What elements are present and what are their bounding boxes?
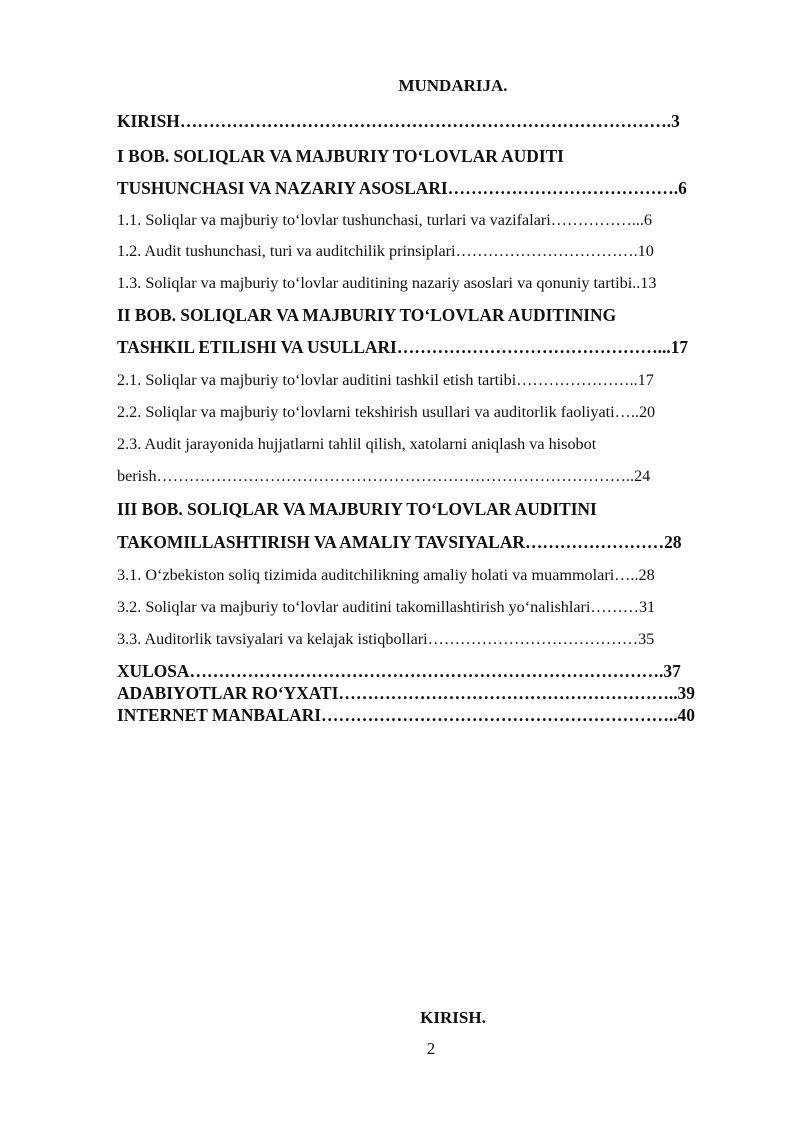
- toc-entry-section-1-3: 1.3. Soliqlar va majburiy to‘lovlar auditining nazariy asoslari va qonuniy tartibi..13: [117, 274, 657, 292]
- toc-entry-section-2-3-line-1: 2.3. Audit jarayonida hujjatlarni tahlil qilish, xatolarni aniqlash va hisobot: [117, 435, 597, 453]
- toc-entry-section-2-2: 2.2. Soliqlar va majburiy to‘lovlarni tekshirish usullari va auditorlik faoliyati…..20: [117, 403, 656, 421]
- toc-entry-section-3-2: 3.2. Soliqlar va majburiy to‘lovlar auditini takomillashtirish yo‘nalishlari………31: [117, 598, 656, 616]
- toc-entry-chapter-2-line-2: TASHKIL ETILISHI VA USULLARI………………………………………...17: [117, 337, 689, 357]
- toc-entry-section-1-2: 1.2. Audit tushunchasi, turi va auditchilik prinsiplari…………………………….10: [117, 242, 654, 260]
- toc-entry-chapter-1-line-2: TUSHUNCHASI VA NAZARIY ASOSLARI………………………………….6: [117, 178, 687, 198]
- toc-title: MUNDARIJA.: [398, 76, 508, 95]
- toc-entry-xulosa: XULOSA……………………………………………………………………….37: [117, 661, 681, 681]
- toc-entry-section-1-1: 1.1. Soliqlar va majburiy to‘lovlar tushunchasi, turlari va vazifalari……………...6: [117, 211, 652, 229]
- toc-entry-chapter-3-line-2: TAKOMILLASHTIRISH VA AMALIY TAVSIYALAR……………………28: [117, 532, 682, 552]
- toc-entry-adabiyotlar: ADABIYOTLAR RO‘YXATI…………………………………………………..39: [117, 683, 695, 703]
- section-heading-kirish: KIRISH.: [420, 1008, 486, 1027]
- toc-entry-section-3-3: 3.3. Auditorlik tavsiyalari va kelajak istiqbollari…………………………………35: [117, 630, 655, 648]
- toc-entry-chapter-3-line-1: III BOB. SOLIQLAR VA MAJBURIY TO‘LOVLAR AUDITINI: [117, 499, 597, 519]
- toc-entry-chapter-2-line-1: II BOB. SOLIQLAR VA MAJBURIY TO‘LOVLAR AUDITINING: [117, 305, 617, 325]
- toc-entry-section-2-3-line-2: berish……………………………………………………………………………..24: [117, 467, 651, 485]
- toc-entry-internet-manbalari: INTERNET MANBALARI……………………………………………………..40: [117, 705, 695, 725]
- toc-entry-section-3-1: 3.1. O‘zbekiston soliq tizimida auditchilikning amaliy holati va muammolari…..28: [117, 566, 655, 584]
- toc-entry-chapter-1-line-1: I BOB. SOLIQLAR VA MAJBURIY TO‘LOVLAR AUDITI: [117, 146, 564, 166]
- toc-entry-section-2-1: 2.1. Soliqlar va majburiy to‘lovlar auditini tashkil etish tartibi…………………..17: [117, 371, 654, 389]
- toc-entry-kirish: KIRISH………………………………………………………………………….3: [117, 111, 680, 131]
- page-number: 2: [426, 1039, 436, 1058]
